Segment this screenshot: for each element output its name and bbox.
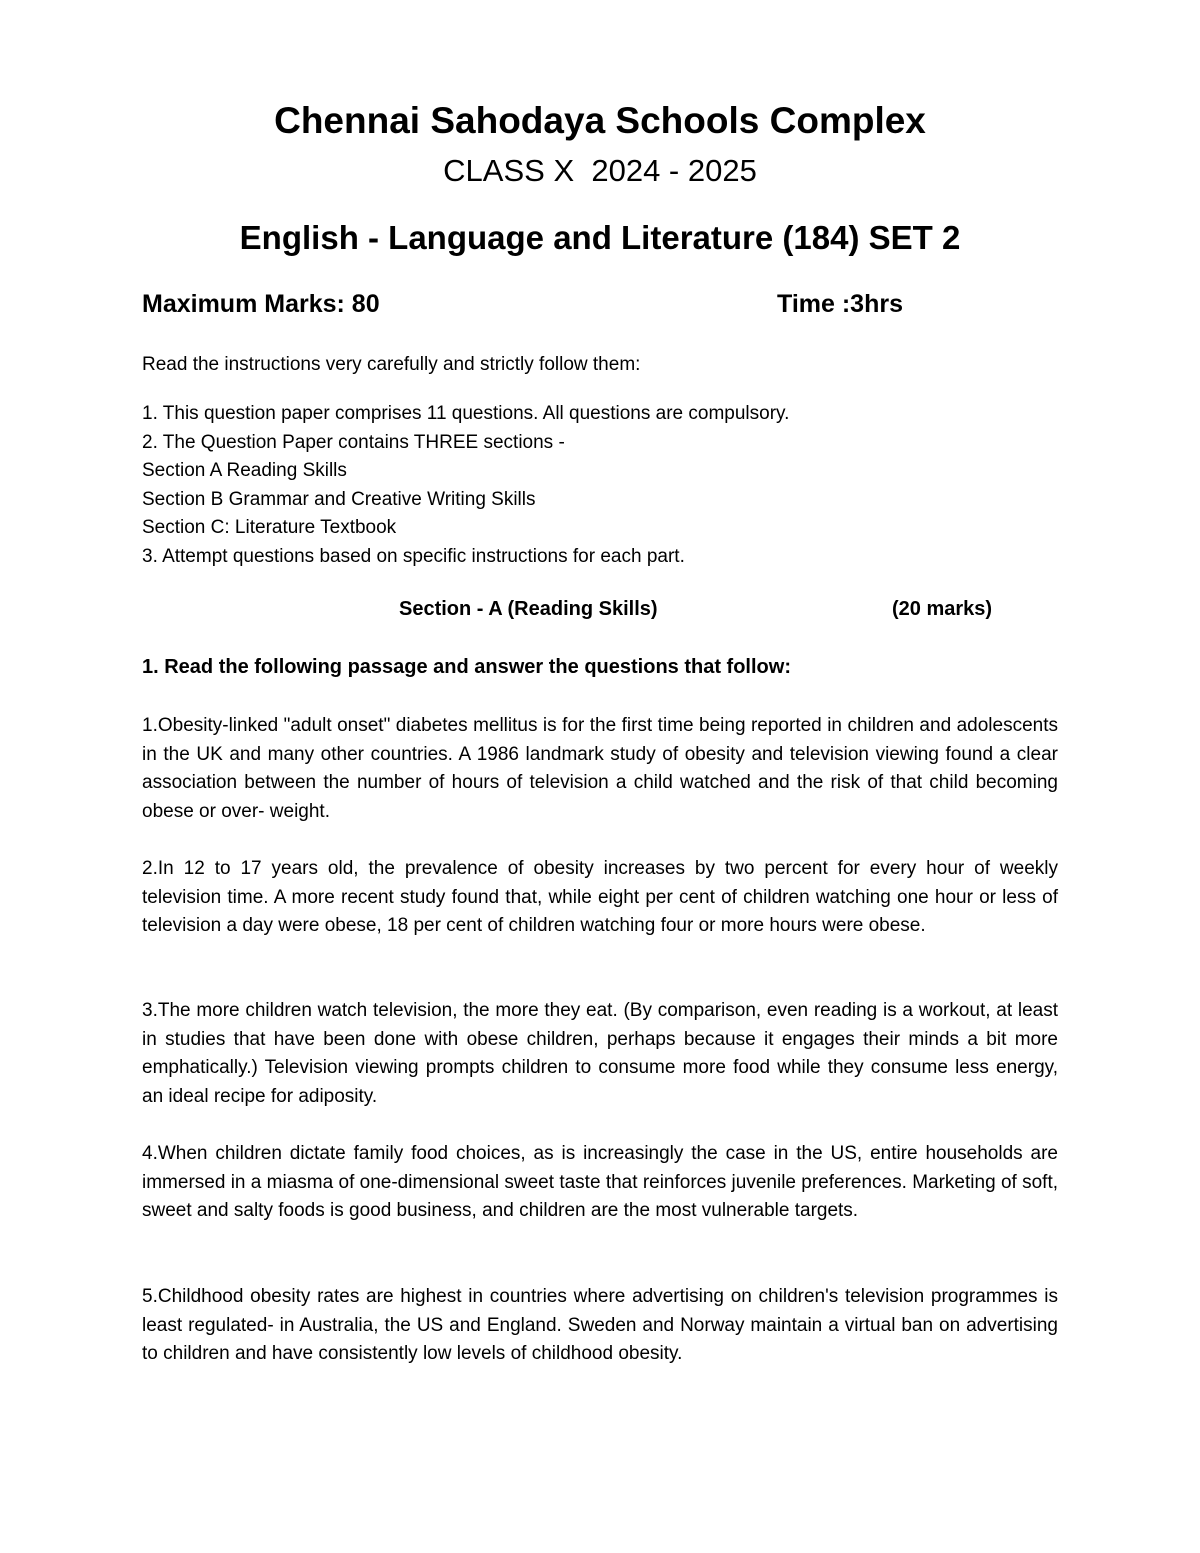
instructions-intro: Read the instructions very carefully and strictly follow them:: [142, 354, 641, 375]
subject-title: English - Language and Literature (184) SET 2: [239, 219, 961, 256]
instruction-item: Section A Reading Skills: [142, 460, 347, 481]
instruction-item: 3. Attempt questions based on specific instructions for each part.: [142, 545, 685, 567]
passage-paragraph-4: 4.When children dictate family food choices, as is increasingly the case in the US, entire households are immersed in a miasma of one-dimensional sweet taste that reinforces juvenile preferences. Marketing of soft, sweet and salty foods is good business, and children are the most vulnerable targets.: [142, 1143, 1058, 1221]
instruction-item: 2. The Question Paper contains THREE sections -: [142, 431, 565, 453]
instruction-item: Section B Grammar and Creative Writing Skills: [142, 488, 536, 510]
maximum-marks: Maximum Marks: 80: [142, 290, 380, 318]
passage-paragraph-1: 1.Obesity-linked "adult onset" diabetes mellitus is for the first time being reported in children and adolescents in the UK and many other countries. A 1986 landmark study of obesity and television viewing found a clear association between the number of hours of television a child watched and the risk of that child becoming obese or over- weight.: [142, 715, 1058, 822]
instructions-list: [142, 400, 789, 571]
section-a-marks: (20 marks): [892, 598, 993, 620]
instruction-item: Section C: Literature Textbook: [142, 517, 397, 538]
section-a-heading: Section - A (Reading Skills): [399, 598, 658, 620]
question-1-prompt: 1. Read the following passage and answer the questions that follow:: [142, 656, 791, 678]
organization-title: Chennai Sahodaya Schools Complex: [274, 100, 926, 141]
exam-time: Time :3hrs: [777, 290, 903, 318]
passage-paragraph-3: 3.The more children watch television, the more they eat. (By comparison, even reading is a workout, at least in studies that have been done with obese children, perhaps because it engages their minds a bit more emphatically.) Television viewing prompts children to consume more food while they consume less energy, an ideal recipe for adiposity.: [142, 1000, 1058, 1107]
instruction-item: 1. This question paper comprises 11 questions. All questions are compulsory.: [142, 403, 790, 424]
class-year: CLASS X 2024 - 2025: [443, 153, 757, 188]
passage-paragraph-2: 2.In 12 to 17 years old, the prevalence of obesity increases by two percent for every hour of weekly television time. A more recent study found that, while eight per cent of children watching one hour or less of television a day were obese, 18 per cent of children watching four or more hours were obese.: [142, 858, 1058, 936]
passage-paragraph-5: 5.Childhood obesity rates are highest in countries where advertising on children's television programmes is least regulated- in Australia, the US and England. Sweden and Norway maintain a virtual ban on advertising to children and have consistently low levels of childhood obesity.: [142, 1286, 1058, 1364]
